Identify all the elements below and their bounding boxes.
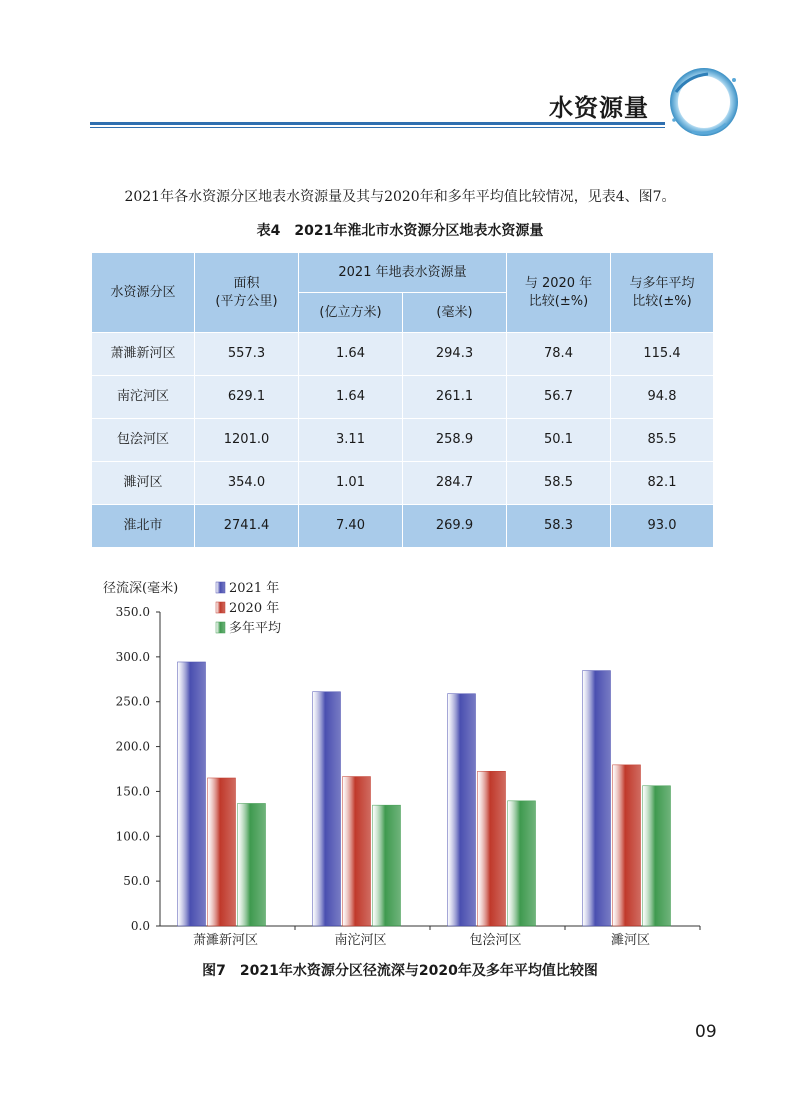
cell-vsavg: 115.4: [611, 333, 714, 376]
table-row: [92, 376, 714, 419]
cell-volume: 3.11: [299, 419, 403, 462]
cell-depth: 294.3: [403, 333, 507, 376]
cell-vs2020: 58.3: [507, 505, 611, 548]
y-tick-label: 200.0: [115, 739, 150, 754]
cell-volume: 1.64: [299, 376, 403, 419]
y-tick-label: 250.0: [115, 694, 150, 709]
cell-depth: 269.9: [403, 505, 507, 548]
cell-vs2020: 58.5: [507, 462, 611, 505]
bar: [643, 786, 671, 926]
bar: [343, 777, 371, 926]
table-row: [92, 419, 714, 462]
y-tick-label: 150.0: [115, 784, 150, 799]
bar: [313, 692, 341, 926]
header-surface-depth: (毫米): [403, 293, 507, 333]
bar: [448, 694, 476, 926]
cell-area: 1201.0: [195, 419, 299, 462]
cell-volume: 1.64: [299, 333, 403, 376]
y-tick-label: 0.0: [130, 919, 150, 933]
cell-area: 629.1: [195, 376, 299, 419]
cell-vsavg: 85.5: [611, 419, 714, 462]
cell-vsavg: 93.0: [611, 505, 714, 548]
intro-paragraph: 2021年各水资源分区地表水资源量及其与2020年和多年平均值比较情况，见表4、图7。: [124, 189, 676, 205]
cell-vsavg: 94.8: [611, 376, 714, 419]
bar: [478, 771, 506, 926]
y-axis-label: 径流深(毫米): [103, 581, 179, 596]
header-vsavg: 与多年平均 比较(±%): [611, 253, 714, 333]
table-caption: 表4 2021年淮北市水资源分区地表水资源量: [256, 223, 544, 239]
table-row: [92, 462, 714, 505]
header-surface-volume: (亿立方米): [299, 293, 403, 333]
y-tick-label: 50.0: [123, 874, 150, 889]
cell-depth: 284.7: [403, 462, 507, 505]
cell-region: 包浍河区: [92, 419, 195, 462]
cell-volume: 7.40: [299, 505, 403, 548]
chart-container: [0, 570, 800, 990]
bar: [208, 778, 236, 926]
legend-swatch: [216, 622, 225, 633]
legend-swatch: [216, 582, 225, 593]
bar: [613, 765, 641, 926]
bar: [508, 801, 536, 926]
section-title: 水资源量: [549, 94, 649, 122]
figure-caption: 图7 2021年水资源分区径流深与2020年及多年平均值比较图: [202, 963, 598, 979]
cell-area: 557.3: [195, 333, 299, 376]
cell-vsavg: 82.1: [611, 462, 714, 505]
y-tick-label: 350.0: [115, 605, 150, 619]
legend-label: 2021 年: [229, 581, 280, 596]
x-tick-label: 包浍河区: [469, 933, 522, 948]
cell-depth: 261.1: [403, 376, 507, 419]
legend-label: 多年平均: [229, 621, 282, 636]
cell-region: 濉河区: [92, 462, 195, 505]
header-surface: 2021 年地表水资源量: [299, 253, 507, 293]
legend-label: 2020 年: [229, 601, 280, 616]
cell-vs2020: 78.4: [507, 333, 611, 376]
header-region: 水资源分区: [92, 253, 195, 333]
water-resources-table: [91, 252, 714, 548]
runoff-depth-bar-chart: [0, 570, 800, 960]
bar: [238, 803, 266, 926]
cell-vs2020: 50.1: [507, 419, 611, 462]
cell-depth: 258.9: [403, 419, 507, 462]
x-tick-label: 萧濉新河区: [192, 933, 259, 948]
water-ring-icon: [664, 62, 744, 142]
cell-region: 萧濉新河区: [92, 333, 195, 376]
cell-vs2020: 56.7: [507, 376, 611, 419]
y-tick-label: 300.0: [115, 649, 150, 664]
bar: [178, 662, 206, 926]
table-row-total: [92, 505, 714, 548]
y-tick-label: 100.0: [115, 829, 150, 844]
header-vs2020: 与 2020 年 比较(±%): [507, 253, 611, 333]
bar: [373, 805, 401, 926]
table-row: [92, 333, 714, 376]
legend-swatch: [216, 602, 225, 613]
header-rule-thin: [90, 127, 665, 128]
x-tick-label: 南沱河区: [334, 933, 387, 948]
cell-area: 2741.4: [195, 505, 299, 548]
header-rule-thick: [90, 122, 665, 125]
header-area: 面积 (平方公里): [195, 253, 299, 333]
page-number: 09: [695, 1022, 717, 1042]
cell-region: 淮北市: [92, 505, 195, 548]
x-tick-label: 濉河区: [610, 933, 651, 948]
cell-volume: 1.01: [299, 462, 403, 505]
bar: [583, 671, 611, 926]
cell-region: 南沱河区: [92, 376, 195, 419]
cell-area: 354.0: [195, 462, 299, 505]
